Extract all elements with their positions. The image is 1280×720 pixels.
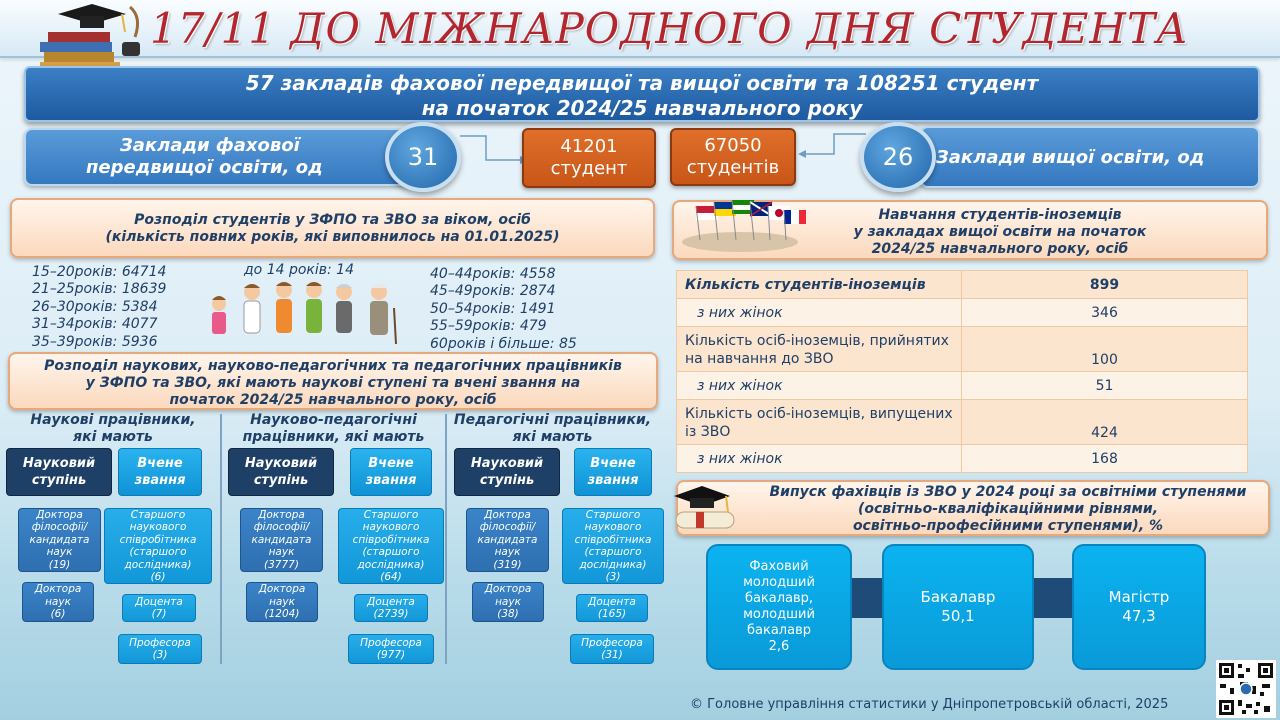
table-cell-label: з них жінок [677,299,962,327]
docent-label: Доцента [135,595,183,608]
age-under-14: до 14 років: 14 [244,262,354,278]
foreign-title-2: у закладах вищої освіти на початок [853,224,1147,240]
table-cell-value: 100 [962,327,1248,372]
dsc-label: Доктора наук [258,583,306,608]
professor-box [348,634,434,664]
degree-label: Науковий ступінь [244,456,318,488]
table-row [677,445,1248,473]
senior-label: Старшого наукового співробітника (старшого дослідника) [352,508,430,571]
age-list-left [32,264,232,351]
column-divider [220,414,222,664]
senior-researcher-box [562,508,664,584]
age-group: 26–30років: 5384 [32,298,158,315]
age-group: 15–20років: 64714 [32,264,167,280]
dsc-box [246,582,318,622]
higher-students-num: 67050 [704,135,762,156]
table-cell-value: 424 [962,400,1248,445]
arrow-connector-left [460,130,528,170]
foreign-students-table [676,270,1248,473]
senior-count: (6) [150,571,166,583]
foreign-title-3: 2024/25 навчального року, осіб [871,241,1129,257]
table-row [677,372,1248,400]
docent-label: Доцента [588,595,636,608]
professor-label: Професора [581,636,643,649]
table-row [677,299,1248,327]
higher-count: 26 [882,143,914,171]
banner-line-1: 57 закладів фахової передвищої та вищої освіти та 108251 студент [245,71,1039,95]
docent-count: (165) [597,608,627,620]
dsc-count: (6) [50,608,66,621]
higher-students-box [670,128,796,186]
dsc-count: (1204) [264,608,300,621]
age-list-right [430,266,660,353]
staff-title-3: початок 2024/25 навчального року, осіб [169,392,497,408]
rank-label: Вчене звання [587,456,639,488]
staff-column-2-head [226,412,441,446]
graduates-level-label: Магістр [1108,588,1170,606]
staff-column-head-line: працівники, які мають [242,429,425,445]
graduates-title-3: освітньо-професійними ступенями), % [852,518,1164,534]
degree-label: Науковий ступінь [470,456,544,488]
higher-count-circle [860,122,936,192]
graduates-master-box [1072,544,1206,670]
senior-label: Старшого наукового співробітника (старшого дослідника) [574,508,652,571]
table-row [677,271,1248,299]
graduates-level-value: 2,6 [768,639,790,654]
age-group: 60років і більше: 85 [430,335,577,352]
table-cell-label: Кількість осіб-іноземців, випущених із ЗВО [677,400,962,445]
table-cell-value: 346 [962,299,1248,327]
table-cell-label: з них жінок [677,372,962,400]
graduates-junior-bachelor-box [706,544,852,670]
phd-label: Доктора філософії/ кандидата наук [251,508,312,559]
phd-count: (319) [493,558,522,571]
prehigher-institutions-pill [24,128,419,186]
degree-box [228,448,334,496]
docent-box [576,594,648,622]
professor-box [570,634,654,664]
prehigher-students-num: 41201 [560,136,618,157]
docent-label: Доцента [367,595,415,608]
diploma-cap-icon [666,478,746,548]
arrow-connector-right [796,130,866,160]
rank-box [350,448,432,496]
age-group: 21–25років: 18639 [32,281,167,298]
age-group: 45–49років: 2874 [430,283,556,300]
rank-box [574,448,652,496]
phd-count: (3777) [264,558,299,571]
senior-researcher-box [104,508,212,584]
dsc-label: Доктора наук [34,583,82,608]
professor-label: Професора [129,636,191,649]
phd-box [466,508,549,572]
professor-label: Професора [360,636,422,649]
table-cell-label: з них жінок [677,445,962,473]
phd-box [240,508,323,572]
graduates-title-2: (освітньо-кваліфікаційними рівнями, [857,501,1159,517]
table-row [677,327,1248,372]
graduates-level-label: Фаховий молодший бакалавр, молодший бакалавр [743,559,815,638]
dsc-label: Доктора наук [484,583,532,608]
rank-label: Вчене звання [365,456,417,488]
copyright-footer: © Головне управління статистики у Дніпропетровській області, 2025 [690,697,1169,712]
staff-column-head-line: які мають [512,429,593,445]
rank-box [118,448,202,496]
summary-banner [24,66,1260,122]
banner-line-2: на початок 2024/25 навчального року [421,96,863,120]
staff-column-1-head [8,412,218,446]
prehigher-students-word: студент [550,158,628,179]
graduates-level-label: Бакалавр [920,588,996,606]
staff-column-head-line: Наукові працівники, [30,412,196,428]
staff-column-head-line: Науково-педагогічні [250,412,417,428]
staff-column-3-head [450,412,655,446]
phd-label: Доктора філософії/ кандидата наук [477,508,538,559]
column-divider [445,414,447,664]
professor-count: (31) [601,649,623,661]
graduates-level-value: 50,1 [941,607,975,625]
staff-title-1: Розподіл наукових, науково-педагогічних та педагогічних працівників [44,358,622,374]
age-group: 35–39років: 5936 [32,333,158,350]
higher-students-word: студентів [686,157,780,178]
graduates-title-1: Випуск фахівців із ЗВО у 2024 році за освітніми ступенями [769,484,1247,500]
senior-label: Старшого наукового співробітника (старшого дослідника) [119,508,197,571]
qr-code-icon[interactable] [1216,660,1276,718]
degree-box [454,448,560,496]
age-group: 31–34років: 4077 [32,316,158,333]
docent-box [354,594,428,622]
table-cell-value: 899 [962,271,1248,299]
age-title-2: (кількість повних років, які виповнилось на 01.01.2025) [105,229,560,245]
staff-title-2: у ЗФПО та ЗВО, які мають наукові ступені та вчені звання на [85,375,581,391]
age-group: 50–54років: 1491 [430,300,556,317]
staff-distribution-header [8,352,658,410]
prehigher-label-1: Заклади фахової [120,135,300,156]
senior-researcher-box [338,508,444,584]
senior-count: (3) [605,571,621,583]
docent-count: (7) [151,608,167,620]
graduates-level-value: 47,3 [1122,607,1156,625]
professor-count: (977) [376,649,406,661]
age-title-1: Розподіл студентів у ЗФПО та ЗВО за віком, осіб [134,212,531,228]
age-distribution-header [10,198,655,258]
rank-label: Вчене звання [134,456,186,488]
staff-column-head-line: які мають [73,429,153,445]
dsc-count: (38) [497,608,519,621]
table-cell-value: 168 [962,445,1248,473]
women-age-figures-icon [204,278,414,348]
dsc-box [22,582,94,622]
prehigher-students-box [522,128,656,188]
prehigher-count-circle [385,122,461,192]
degree-label: Науковий ступінь [22,456,96,488]
degree-box [6,448,112,496]
graduates-bachelor-box [882,544,1034,670]
table-cell-label: Кількість осіб-іноземців, прийнятих на навчання до ЗВО [677,327,962,372]
world-flags-icon [680,196,820,256]
phd-count: (19) [48,558,71,571]
phd-box [18,508,101,572]
prehigher-label-2: передвищої освіти, од [86,157,323,178]
age-group: 40–44років: 4558 [430,266,556,282]
foreign-title-1: Навчання студентів-іноземців [878,207,1122,223]
dsc-box [472,582,544,622]
prehigher-count: 31 [407,143,439,171]
staff-column-head-line: Педагогічні працівники, [453,412,652,428]
professor-count: (3) [152,649,168,661]
docent-box [122,594,196,622]
graduates-header [676,480,1270,536]
age-group: 55–59років: 479 [430,318,547,335]
higher-institutions-pill [920,126,1260,188]
table-row [677,400,1248,445]
table-cell-value: 51 [962,372,1248,400]
phd-label: Доктора філософії/ кандидата наук [29,508,90,559]
table-cell-label: Кількість студентів-іноземців [677,271,962,299]
senior-count: (64) [380,571,402,583]
docent-count: (2739) [373,608,409,620]
page-title: 17/11 ДО МІЖНАРОДНОГО ДНЯ СТУДЕНТА [150,4,1189,53]
higher-label: Заклади вищої освіти, од [936,146,1205,168]
professor-box [118,634,202,664]
